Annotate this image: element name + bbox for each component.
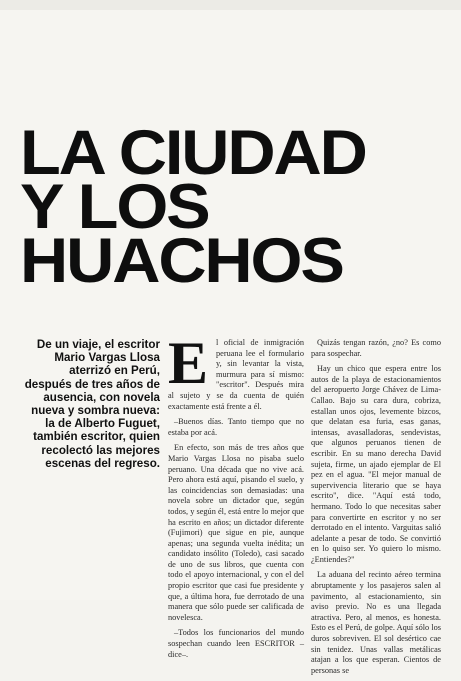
headline-line-1: LA CIUDAD [20,118,366,188]
paragraph: –Todos los funcionarios del mundo sospechan cuando leen ESCRITOR –dice–. [168,628,304,659]
article-deck: De un viaje, el escritor Mario Vargas Llosa aterrizó en Perú, después de tres años de ausencia, con novela nueva y sombra nueva: la de Alberto Fuguet, también escritor, quien recolectó las mejores escenas del regreso. [24,338,160,470]
headline-line-2: Y LOS [20,172,209,242]
body-column-middle [168,330,304,665]
paragraph: La aduana del recinto aéreo termina abruptamente y los pasajeros salen al pavimento, al estacionamiento, sin aviso previo. No es una llegada atractiva. Pero, al menos, es honesta. Esto es el Perú, de golpe. Aquí sólo los duros sobreviven. El sol desértico cae sin tenidez. Unas vallas metálicas atajan a los que esperan. Cientos de personas se [311,570,441,675]
paragraph: Quizás tengan razón, ¿no? Es como para sospechar. [311,338,441,358]
paragraph: En efecto, son más de tres años que Mario Vargas Llosa no pisaba suelo peruano. Una década que no vive acá. Pero ahora está aquí, pisando el suelo, y las coincidencias son demasiadas: una novela sobre un dictador que, según todos, y según él, está entre lo mejor que ha escrito en años; un dictador diferente (Fujimori) que sigue en pie, aunque apenas; una segunda vuelta inédita; un candidato insólito (Toledo), casi sacado de uno de sus libros, que cuenta con todo el apoyo internacional, y con el del propio escritor que casi fue presidente y que, a última hora, fue derrotado de una manera que sólo puede ser calificada de novelesca. [168,443,304,622]
page-top-strip [0,0,461,10]
paragraph: l oficial de inmigración peruana lee el formulario y, sin levantar la vista, murmura para sí mismo: "escritor". Después mira al sujeto y se da cuenta de quién exactamente está frente a él. [168,338,304,411]
paragraph: –Buenos días. Tanto tiempo que no estaba por acá. [168,417,304,437]
headline-line-3: HUACHOS [20,226,343,296]
paragraph: Hay un chico que espera entre los autos de la playa de estacionamientos del aeropuerto Jorge Chávez de Lima-Callao. Bajo su cara dura, cobriza, estallan unos ojos, levemente bizcos, que delatan esa furia, esas ganas, intensas, avasalladoras, sendevistas, que algunos peruanos tienen de escribir. En su mano derecha David sujeta, firme, un ajado ejemplar de El pez en el agua. "El mejor manual de supervivencia literario que se haya escrito", dice. "Aquí está todo, hermano. Todo lo que necesitas saber para convertirte en escritor y no ser derrotado en el intento. Varguitas salió adelante a pesar de todo. Se convirtió en lo quiso ser. Yo quiero lo mismo. ¿Entiendes?" [311,364,441,564]
article-headline [20,118,461,296]
drop-cap: E [168,330,209,396]
body-column-right [311,338,441,681]
